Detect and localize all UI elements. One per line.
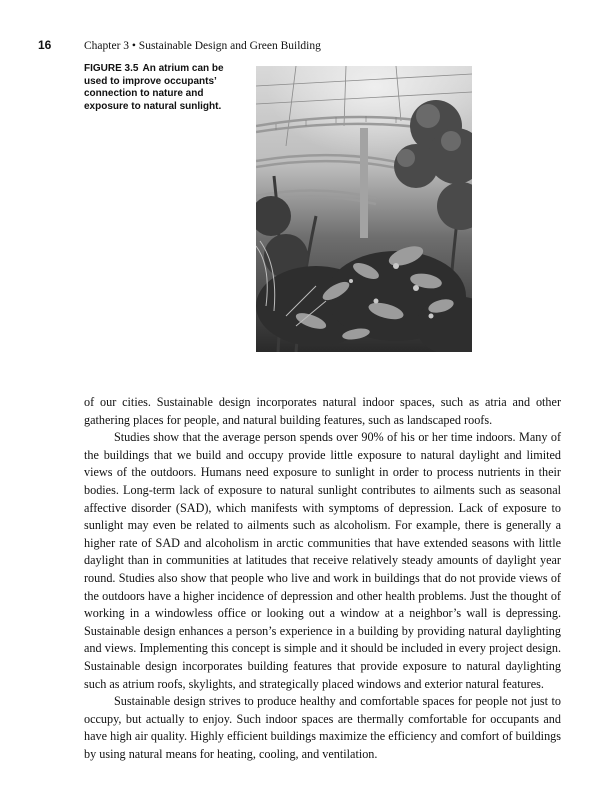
paragraph: Studies show that the average person spends over 90% of his or her time indoors. Many of the buildings that we build and occupy provide little exposure to natural daylight and limited views of the outdoors. Humans need exposure to sunlight in order to process nutrients in their bodies. Long-term lack of exposure to natural sunlight contributes to ailments such as seasonal affective disorder (SAD), which manifests with symptoms of depression. Lack of exposure to sunlight may even be related to ailments such as alcoholism. For example, there is generally a higher rate of SAD and alcoholism in arctic communities that have extended seasons with little daylight than in communities at latitudes that receive relatively steady amounts of daylight year round. Studies also show that people who live and work in buildings that do not provide views of the outdoors have a higher incidence of depression and other health problems. Just the thought of working in a windowless office or looking out a window at a neighbor’s wall is depressing. Sustainable design enhances a person’s experience in a building by providing natural daylighting and views. Implementing this concept is simple and it should be included in every project design. Sustainable design incorporates building features that provide exposure to natural daylighting such as atrium roofs, skylights, and strategically placed windows and exterior natural features. — [84, 430, 561, 691]
running-head: Chapter 3 • Sustainable Design and Green Building — [84, 40, 321, 52]
atrium-photo — [256, 66, 472, 352]
paragraph: of our cities. Sustainable design incorporates natural indoor spaces, such as atria and other gathering places for people, and natural building features, such as landscaped roofs. — [84, 395, 561, 427]
paragraph: Sustainable design strives to produce healthy and comfortable spaces for people not just to occupy, but actually to enjoy. Such indoor spaces are thermally comfortable for occupants and have high air quality. Highly efficient buildings maximize the efficiency and comfort of buildings by using natural means for heating, cooling, and ventilation. — [84, 694, 561, 761]
page-number: 16 — [38, 38, 52, 52]
figure-caption — [84, 63, 244, 113]
body-text — [84, 394, 561, 763]
page-header — [38, 38, 321, 54]
figure-label: FIGURE 3.5 — [84, 63, 139, 74]
figure-caption-text: An atrium can be used to improve occupants’ connection to nature and exposure to natural sunlight. — [84, 63, 224, 112]
